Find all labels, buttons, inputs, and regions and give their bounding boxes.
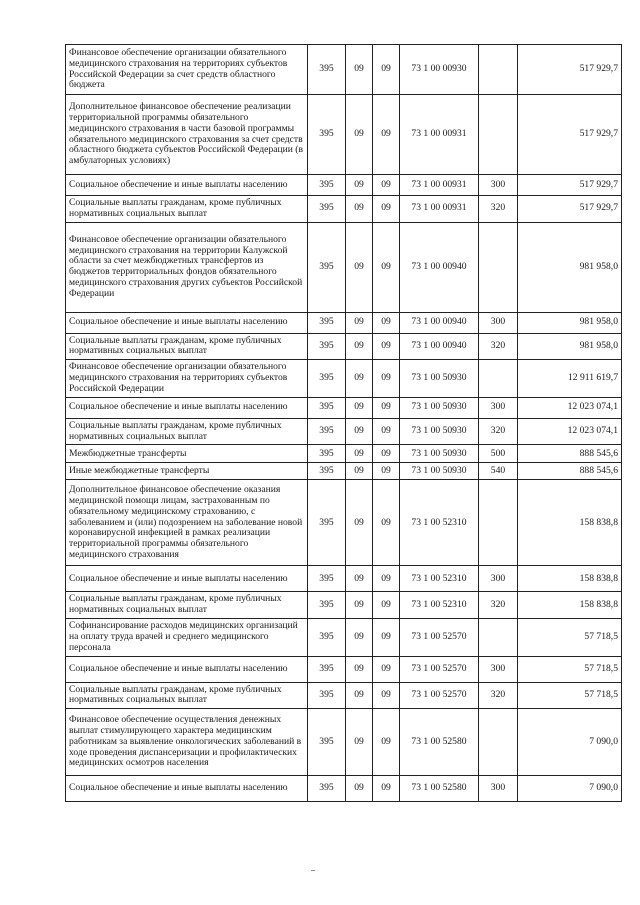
table-row: [66, 682, 622, 709]
row-expense-type: 320: [479, 418, 518, 445]
row-amount: 158 838,8: [518, 480, 622, 566]
row-ministry-code: 395: [308, 312, 346, 333]
row-expense-type: [479, 619, 518, 656]
row-name: Социальное обеспечение и иные выплаты населению: [66, 175, 308, 196]
row-amount: 517 929,7: [518, 196, 622, 223]
row-name: Социальное обеспечение и иные выплаты населению: [66, 656, 308, 682]
row-section: 09: [346, 222, 373, 312]
row-section: 09: [346, 175, 373, 196]
row-section: 09: [346, 619, 373, 656]
row-section: 09: [346, 592, 373, 619]
row-target-article: 73 1 00 50930: [400, 445, 479, 463]
row-expense-type: 300: [479, 175, 518, 196]
table-row: [66, 175, 622, 196]
row-amount: 12 911 619,7: [518, 360, 622, 397]
row-expense-type: 320: [479, 682, 518, 709]
row-section: 09: [346, 709, 373, 776]
row-subsection: 09: [373, 709, 400, 776]
budget-table: [65, 44, 622, 802]
row-target-article: 73 1 00 52570: [400, 619, 479, 656]
row-amount: 981 958,0: [518, 333, 622, 360]
row-target-article: 73 1 00 00940: [400, 222, 479, 312]
row-amount: 12 023 074,1: [518, 397, 622, 418]
table-row: [66, 445, 622, 463]
row-amount: 57 718,5: [518, 682, 622, 709]
row-subsection: 09: [373, 95, 400, 175]
row-ministry-code: 395: [308, 175, 346, 196]
table-row: [66, 333, 622, 360]
table-row: [66, 397, 622, 418]
row-name: Финансовое обеспечение осуществления денежных выплат стимулирующего характера медицинским работникам за выявление онкологических заболеваний в ходе проведения диспансеризации и профилактических медицинских осмотров населения: [66, 709, 308, 776]
table-row: [66, 619, 622, 656]
row-name: Социальные выплаты гражданам, кроме публичных нормативных социальных выплат: [66, 682, 308, 709]
row-name: Социальное обеспечение и иные выплаты населению: [66, 566, 308, 592]
row-ministry-code: 395: [308, 397, 346, 418]
row-expense-type: [479, 480, 518, 566]
row-ministry-code: 395: [308, 445, 346, 463]
row-section: 09: [346, 418, 373, 445]
row-amount: 888 545,6: [518, 463, 622, 480]
row-name: Дополнительное финансовое обеспечение реализации территориальной программы обязательного медицинского страхования в части базовой программы обязательного медицинского страхования за счет средств областного бюджета субъектов Российской Федерации (в амбулаторных условиях): [66, 95, 308, 175]
row-section: 09: [346, 566, 373, 592]
row-name: Финансовое обеспечение организации обязательного медицинского страхования на территории Калужской области за счет межбюджетных трансфертов из бюджетов территориальных фондов обязательного медицинского страхования других субъектов Российской Федерации: [66, 222, 308, 312]
row-amount: 517 929,7: [518, 175, 622, 196]
row-amount: 158 838,8: [518, 566, 622, 592]
row-target-article: 73 1 00 50930: [400, 397, 479, 418]
row-amount: 158 838,8: [518, 592, 622, 619]
row-subsection: 09: [373, 682, 400, 709]
row-expense-type: 320: [479, 196, 518, 223]
row-target-article: 73 1 00 50930: [400, 360, 479, 397]
row-ministry-code: 395: [308, 45, 346, 95]
row-subsection: 09: [373, 312, 400, 333]
row-target-article: 73 1 00 00940: [400, 312, 479, 333]
row-name: Иные межбюджетные трансферты: [66, 463, 308, 480]
row-name: Социальные выплаты гражданам, кроме публичных нормативных социальных выплат: [66, 196, 308, 223]
table-row: [66, 196, 622, 223]
table-row: [66, 709, 622, 776]
row-expense-type: [479, 360, 518, 397]
row-ministry-code: 395: [308, 196, 346, 223]
row-target-article: 73 1 00 52580: [400, 709, 479, 776]
row-ministry-code: 395: [308, 592, 346, 619]
row-ministry-code: 395: [308, 776, 346, 802]
row-amount: 981 958,0: [518, 222, 622, 312]
row-expense-type: [479, 222, 518, 312]
row-amount: 57 718,5: [518, 619, 622, 656]
scan-speck: [311, 870, 315, 871]
row-expense-type: 320: [479, 333, 518, 360]
row-amount: 888 545,6: [518, 445, 622, 463]
row-ministry-code: 395: [308, 95, 346, 175]
table-row: [66, 463, 622, 480]
row-ministry-code: 395: [308, 480, 346, 566]
table-row: [66, 222, 622, 312]
row-ministry-code: 395: [308, 656, 346, 682]
row-amount: 517 929,7: [518, 95, 622, 175]
row-expense-type: [479, 45, 518, 95]
row-target-article: 73 1 00 00930: [400, 45, 479, 95]
row-target-article: 73 1 00 52570: [400, 682, 479, 709]
row-ministry-code: 395: [308, 418, 346, 445]
row-target-article: 73 1 00 52570: [400, 656, 479, 682]
row-subsection: 09: [373, 45, 400, 95]
row-target-article: 73 1 00 52310: [400, 566, 479, 592]
row-expense-type: [479, 95, 518, 175]
table-row: [66, 480, 622, 566]
row-subsection: 09: [373, 592, 400, 619]
table-row: [66, 418, 622, 445]
row-subsection: 09: [373, 619, 400, 656]
row-section: 09: [346, 445, 373, 463]
table-row: [66, 45, 622, 95]
row-subsection: 09: [373, 656, 400, 682]
row-section: 09: [346, 682, 373, 709]
row-target-article: 73 1 00 00931: [400, 175, 479, 196]
row-subsection: 09: [373, 333, 400, 360]
row-name: Дополнительное финансовое обеспечение оказания медицинской помощи лицам, застрахованным по обязательному медицинскому страхованию, с заболеванием и (или) подозрением на заболевание новой коронавирусной инфекцией в рамках реализации территориальной программы обязательного медицинского страхования: [66, 480, 308, 566]
row-ministry-code: 395: [308, 682, 346, 709]
row-section: 09: [346, 480, 373, 566]
row-section: 09: [346, 312, 373, 333]
row-section: 09: [346, 397, 373, 418]
row-section: 09: [346, 95, 373, 175]
row-section: 09: [346, 776, 373, 802]
row-ministry-code: 395: [308, 360, 346, 397]
row-ministry-code: 395: [308, 333, 346, 360]
row-name: Межбюджетные трансферты: [66, 445, 308, 463]
row-expense-type: 300: [479, 776, 518, 802]
row-name: Социальное обеспечение и иные выплаты населению: [66, 397, 308, 418]
row-subsection: 09: [373, 566, 400, 592]
row-target-article: 73 1 00 00931: [400, 196, 479, 223]
row-section: 09: [346, 45, 373, 95]
table-row: [66, 360, 622, 397]
row-section: 09: [346, 333, 373, 360]
table-row: [66, 592, 622, 619]
row-ministry-code: 395: [308, 222, 346, 312]
row-name: Социальные выплаты гражданам, кроме публичных нормативных социальных выплат: [66, 592, 308, 619]
budget-document-page: [65, 44, 621, 802]
table-row: [66, 776, 622, 802]
row-expense-type: 320: [479, 592, 518, 619]
row-target-article: 73 1 00 52310: [400, 592, 479, 619]
row-name: Социальное обеспечение и иные выплаты населению: [66, 776, 308, 802]
row-section: 09: [346, 196, 373, 223]
row-amount: 7 090,0: [518, 776, 622, 802]
row-target-article: 73 1 00 50930: [400, 463, 479, 480]
row-expense-type: 540: [479, 463, 518, 480]
row-expense-type: 300: [479, 656, 518, 682]
row-subsection: 09: [373, 196, 400, 223]
row-expense-type: 300: [479, 312, 518, 333]
row-section: 09: [346, 360, 373, 397]
row-subsection: 09: [373, 360, 400, 397]
row-expense-type: 300: [479, 397, 518, 418]
table-row: [66, 656, 622, 682]
row-subsection: 09: [373, 480, 400, 566]
row-section: 09: [346, 463, 373, 480]
row-target-article: 73 1 00 50930: [400, 418, 479, 445]
row-expense-type: [479, 709, 518, 776]
table-row: [66, 95, 622, 175]
row-subsection: 09: [373, 222, 400, 312]
row-amount: 981 958,0: [518, 312, 622, 333]
row-target-article: 73 1 00 52580: [400, 776, 479, 802]
row-name: Социальное обеспечение и иные выплаты населению: [66, 312, 308, 333]
row-amount: 57 718,5: [518, 656, 622, 682]
row-subsection: 09: [373, 445, 400, 463]
row-subsection: 09: [373, 418, 400, 445]
row-expense-type: 300: [479, 566, 518, 592]
row-name: Социальные выплаты гражданам, кроме публичных нормативных социальных выплат: [66, 418, 308, 445]
row-ministry-code: 395: [308, 709, 346, 776]
row-name: Финансовое обеспечение организации обязательного медицинского страхования на территориях субъектов Российской Федерации: [66, 360, 308, 397]
row-subsection: 09: [373, 397, 400, 418]
row-subsection: 09: [373, 776, 400, 802]
row-target-article: 73 1 00 52310: [400, 480, 479, 566]
row-subsection: 09: [373, 463, 400, 480]
row-section: 09: [346, 656, 373, 682]
row-subsection: 09: [373, 175, 400, 196]
row-name: Софинансирование расходов медицинских организаций на оплату труда врачей и среднего медицинского персонала: [66, 619, 308, 656]
table-body: [66, 45, 622, 802]
row-ministry-code: 395: [308, 463, 346, 480]
row-name: Финансовое обеспечение организации обязательного медицинского страхования на территориях субъектов Российской Федерации за счет средств областного бюджета: [66, 45, 308, 95]
row-expense-type: 500: [479, 445, 518, 463]
table-row: [66, 312, 622, 333]
row-amount: 7 090,0: [518, 709, 622, 776]
row-target-article: 73 1 00 00940: [400, 333, 479, 360]
table-row: [66, 566, 622, 592]
row-ministry-code: 395: [308, 619, 346, 656]
row-amount: 517 929,7: [518, 45, 622, 95]
row-target-article: 73 1 00 00931: [400, 95, 479, 175]
row-ministry-code: 395: [308, 566, 346, 592]
row-name: Социальные выплаты гражданам, кроме публичных нормативных социальных выплат: [66, 333, 308, 360]
row-amount: 12 023 074,1: [518, 418, 622, 445]
